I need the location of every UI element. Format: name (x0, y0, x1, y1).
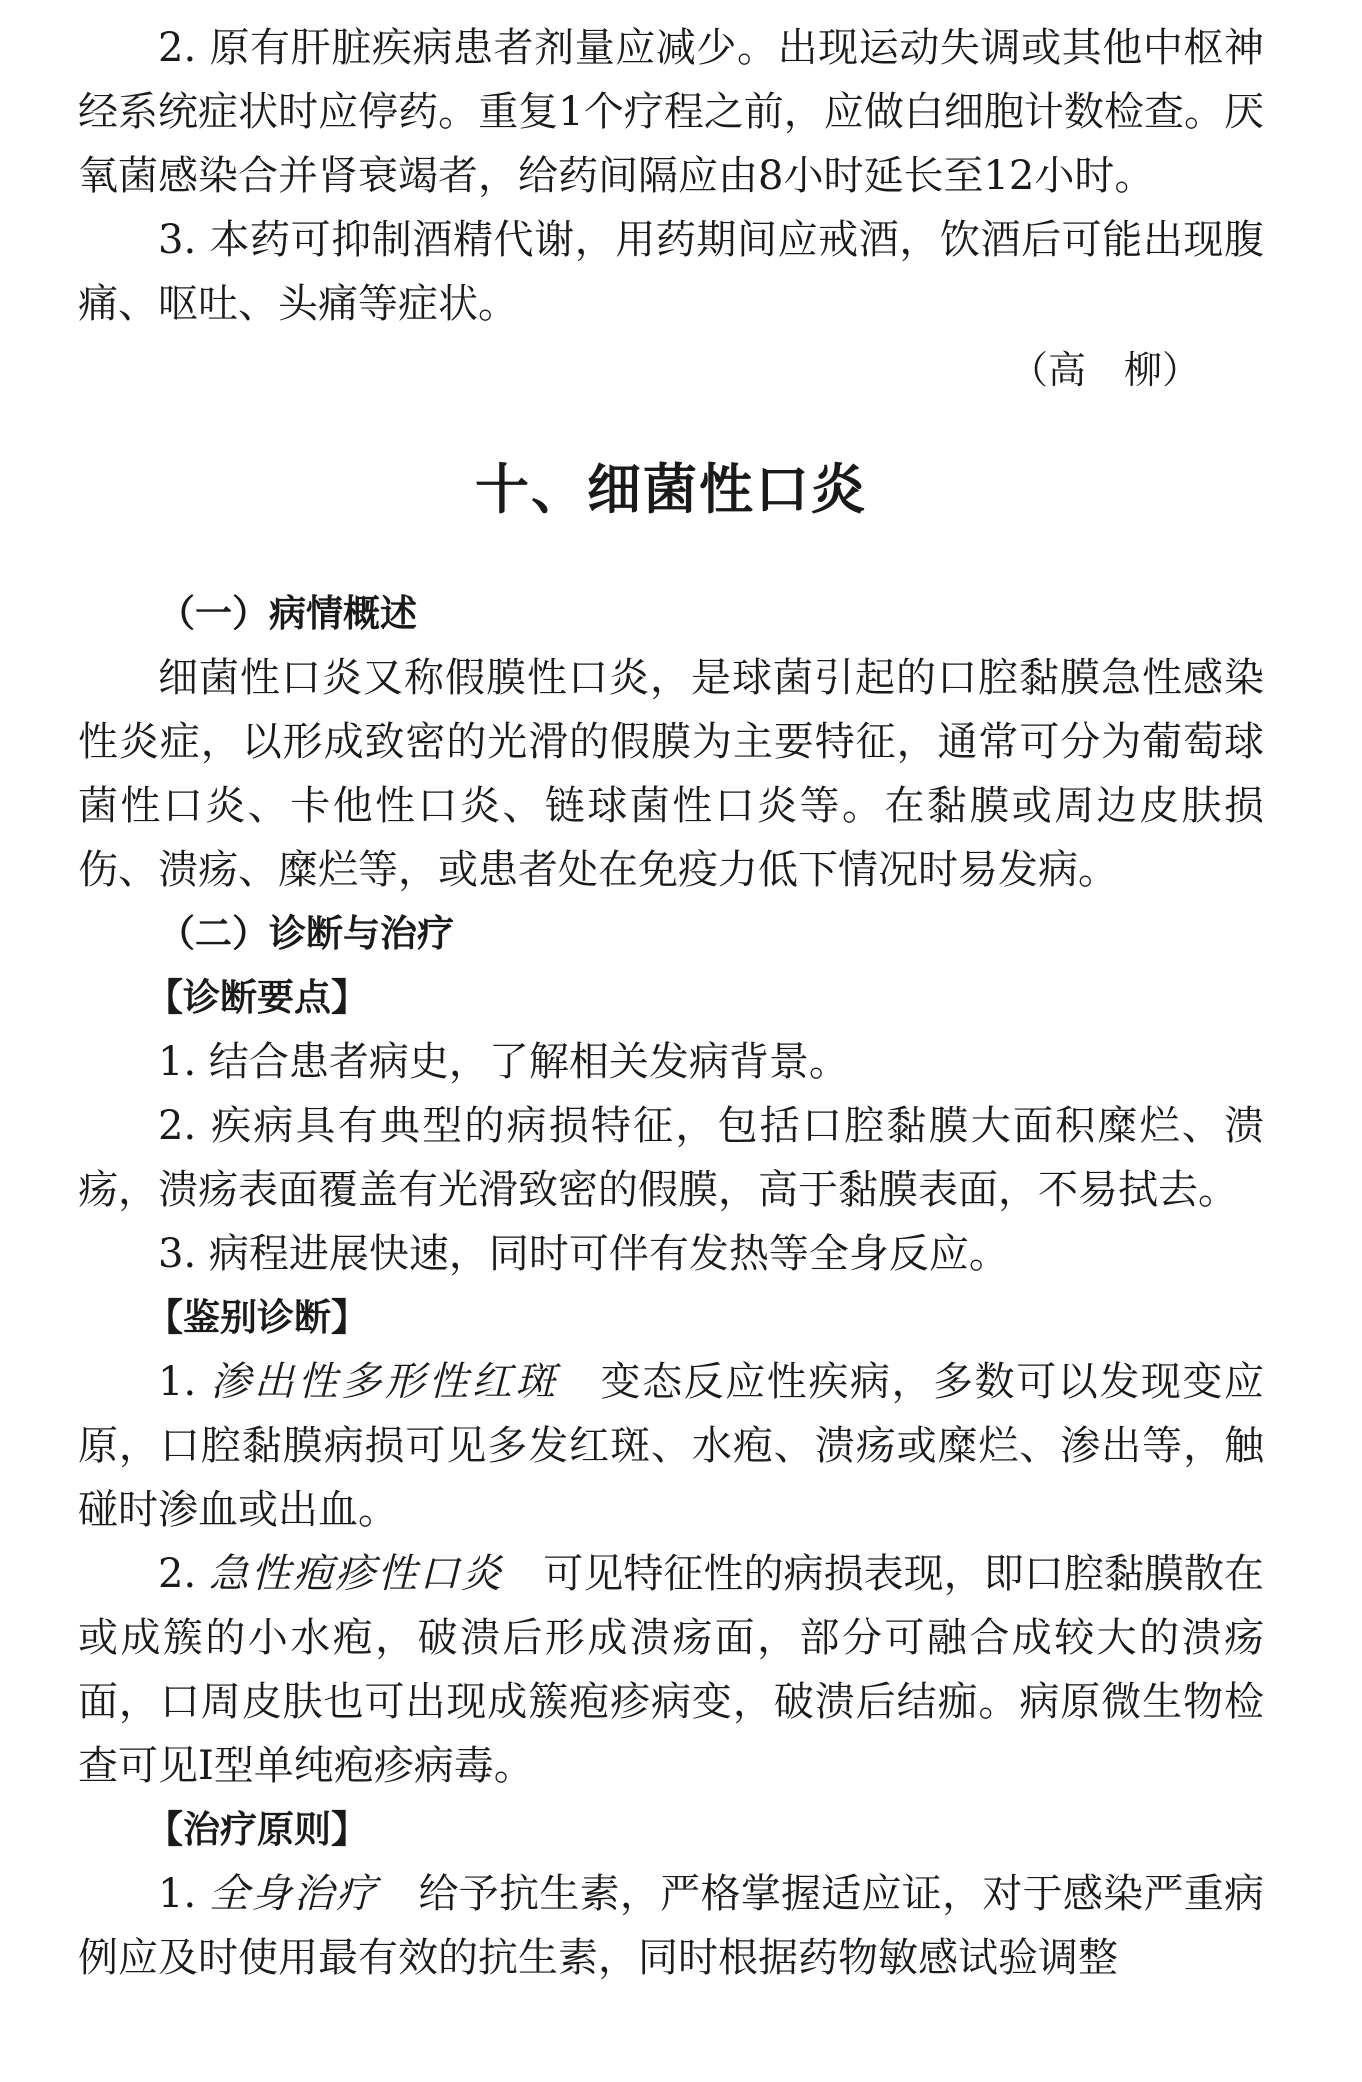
differential-item-2 (78, 1542, 1264, 1798)
item-text: 变态反应性疾病，多数可以发现变应原，口腔黏膜病损可见多发红斑、水疱、溃疡或糜烂、渗出等，触碰时渗血或出血。 (78, 1359, 1265, 1533)
item-number: 1. (158, 1871, 210, 1917)
differential-item-1 (78, 1350, 1264, 1542)
treatment-term: 全身治疗 (209, 1871, 379, 1917)
disease-term: 急性疱疹性口炎 (208, 1551, 504, 1597)
item-number: 1. (158, 1359, 211, 1405)
top-item-2: 2. 原有肝脏疾病患者剂量应减少。出现运动失调或其他中枢神经系统症状时应停药。重复1个疗程之前，应做白细胞计数检查。厌氧菌感染合并肾衰竭者，给药间隔应由8小时延长至12小时。 (78, 25, 1264, 199)
overview-paragraph: 细菌性口炎又称假膜性口炎，是球菌引起的口腔黏膜急性感染性炎症，以形成致密的光滑的假膜为主要特征，通常可分为葡萄球菌性口炎、卡他性口炎、链球菌性口炎等。在黏膜或周边皮肤损伤、溃疡、糜烂等，或患者处在免疫力低下情况时易发病。 (78, 655, 1264, 893)
subheading-diagnosis-points: 【诊断要点】 (146, 976, 368, 1019)
diagnosis-item-2: 2. 疾病具有典型的病损特征，包括口腔黏膜大面积糜烂、溃疡，溃疡表面覆盖有光滑致密的假膜，高于黏膜表面，不易拭去。 (78, 1103, 1264, 1213)
item-text: 给予抗生素，严格掌握适应证，对于感染严重病例应及时使用最有效的抗生素，同时根据药物敏感试验调整 (78, 1871, 1264, 1981)
item-text: 可见特征性的病损表现，即口腔黏膜散在或成簇的小水疱，破溃后形成溃疡面，部分可融合成较大的溃疡面，口周皮肤也可出现成簇疱疹病变，破溃后结痂。病原微生物检查可见Ⅰ型单纯疱疹病毒。 (78, 1551, 1265, 1789)
disease-term: 渗出性多形性红斑 (210, 1359, 559, 1405)
section-heading-overview: （一）病情概述 (158, 592, 417, 635)
subheading-differential-diagnosis: 【鉴别诊断】 (146, 1296, 368, 1339)
subheading-treatment-principles: 【治疗原则】 (146, 1808, 368, 1851)
diagnosis-item-1: 1. 结合患者病史，了解相关发病背景。 (158, 1039, 849, 1085)
diagnosis-item-3: 3. 病程进展快速，同时可伴有发热等全身反应。 (158, 1231, 1009, 1277)
item-number: 2. (158, 1551, 209, 1597)
author-credit: （高 柳） (1009, 348, 1200, 392)
treatment-item-1 (78, 1862, 1264, 1990)
page-content (78, 16, 1264, 1990)
top-item-3: 3. 本药可抑制酒精代谢，用药期间应戒酒，饮酒后可能出现腹痛、呕吐、头痛等症状。 (78, 217, 1264, 327)
section-heading-diagnosis-treatment: （二）诊断与治疗 (158, 912, 454, 955)
chapter-title: 十、细菌性口炎 (475, 458, 867, 521)
